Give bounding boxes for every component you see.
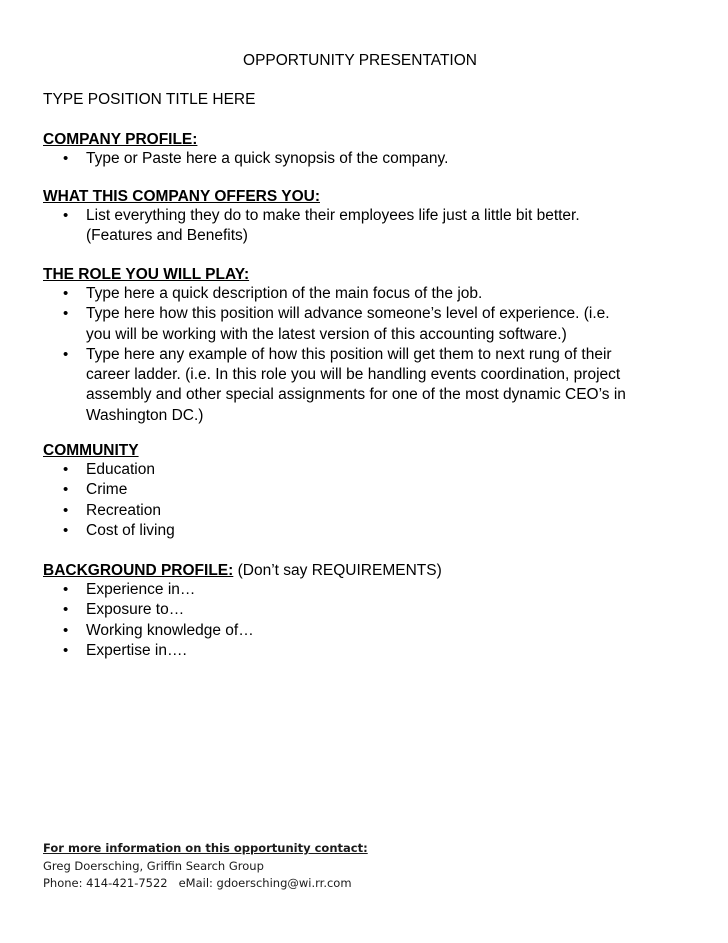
bullet-item: • Crime (43, 480, 703, 500)
bullet-item: • Recreation (43, 501, 703, 521)
section-heading: WHAT THIS COMPANY OFFERS YOU: (43, 188, 320, 205)
bullet-list (43, 284, 703, 426)
bullet-item: • Type here any example of how this position will get them to next rung of their career ladder. (i.e. In this role you will be handling events coordination, project assembly and other special assignments for one of the most dynamic CEO’s in Washington DC.) (43, 345, 703, 426)
footer-contact-info: Phone: 414-421-7522 eMail: gdoersching@wi.rr.com (43, 876, 352, 890)
section-heading: COMMUNITY (43, 442, 139, 459)
section-heading: BACKGROUND PROFILE: (43, 562, 234, 579)
section-company-offers (43, 187, 703, 247)
bullet-item: • Experience in… (43, 580, 703, 600)
bullet-item: • Education (43, 460, 703, 480)
bullet-item: • Exposure to… (43, 600, 703, 620)
bullet-item: • Expertise in…. (43, 641, 703, 661)
section-heading-note: (Don’t say REQUIREMENTS) (233, 562, 442, 579)
bullet-item: • List everything they do to make their employees life just a little bit better. (Features and Benefits) (43, 206, 703, 247)
bullet-list (43, 460, 703, 541)
footer-heading: For more information on this opportunity contact: (43, 841, 368, 855)
section-company-profile (43, 130, 703, 169)
section-role (43, 265, 703, 426)
footer-contact-name: Greg Doersching, Griffin Search Group (43, 858, 264, 873)
bullet-item: • Type or Paste here a quick synopsis of the company. (43, 149, 703, 169)
section-community (43, 441, 703, 541)
bullet-list (43, 206, 703, 247)
bullet-item: • Cost of living (43, 521, 703, 541)
section-heading-row (43, 561, 703, 580)
contact-footer (43, 840, 368, 893)
bullet-item: • Type here how this position will advance someone’s level of experience. (i.e. you will be working with the latest version of this accounting software.) (43, 304, 703, 345)
document-title: OPPORTUNITY PRESENTATION (243, 52, 477, 69)
section-heading: THE ROLE YOU WILL PLAY: (43, 266, 250, 283)
bullet-list (43, 580, 703, 661)
section-background-profile (43, 561, 703, 661)
bullet-item: • Type here a quick description of the main focus of the job. (43, 284, 703, 304)
section-heading: COMPANY PROFILE: (43, 131, 198, 148)
bullet-list (43, 149, 703, 169)
bullet-item: • Working knowledge of… (43, 621, 703, 641)
position-title: TYPE POSITION TITLE HERE (43, 91, 256, 108)
